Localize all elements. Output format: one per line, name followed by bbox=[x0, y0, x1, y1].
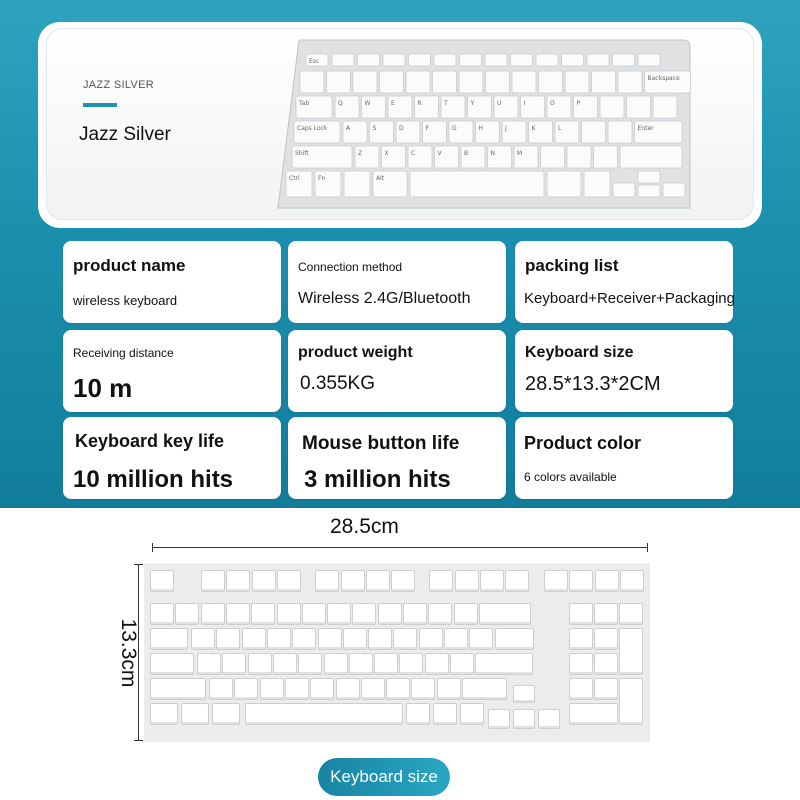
key-label: G bbox=[452, 125, 457, 132]
spec-value: 0.355KG bbox=[300, 373, 375, 394]
hero-product-name: Jazz Silver bbox=[79, 124, 171, 145]
diagram-letter-key bbox=[310, 678, 334, 700]
spec-label: packing list bbox=[525, 256, 619, 275]
key-label: Ctrl bbox=[289, 175, 300, 182]
diagram-alt-key bbox=[406, 703, 430, 725]
function-key bbox=[536, 54, 558, 66]
diagram-letter-key bbox=[216, 628, 240, 650]
function-key bbox=[383, 54, 405, 66]
number-key bbox=[300, 71, 324, 93]
diagram-number-key bbox=[251, 603, 275, 625]
diagram-letter-key bbox=[197, 653, 221, 675]
diagram-letter-key bbox=[361, 678, 385, 700]
number-key bbox=[433, 71, 457, 93]
diagram-number-key bbox=[378, 603, 402, 625]
key-label: J bbox=[505, 125, 507, 132]
diagram-letter-key bbox=[386, 678, 410, 700]
diagram-function-key bbox=[505, 570, 529, 592]
number-key bbox=[512, 71, 536, 93]
symbol-key bbox=[582, 121, 606, 143]
key-label: Q bbox=[338, 100, 343, 107]
key-label: W bbox=[364, 100, 371, 107]
key-label: M bbox=[517, 150, 523, 157]
spec-card-product-color bbox=[515, 417, 733, 499]
diagram-number-key bbox=[454, 603, 478, 625]
hero-underline bbox=[83, 103, 117, 107]
key-label: N bbox=[490, 150, 495, 157]
height-tick-top bbox=[134, 564, 143, 565]
diagram-arrow-right-key bbox=[538, 709, 560, 729]
key-label: D bbox=[399, 125, 404, 132]
diagram-letter-key bbox=[298, 653, 322, 675]
diagram-letter-key bbox=[222, 653, 246, 675]
diagram-arrow-left-key bbox=[488, 709, 510, 729]
spec-card-keyboard-size bbox=[515, 330, 733, 412]
diagram-letter-key bbox=[469, 628, 493, 650]
diagram-function-key bbox=[480, 570, 504, 592]
width-dimension-line bbox=[152, 547, 648, 548]
diagram-letter-key bbox=[292, 628, 316, 650]
diagram-letter-key bbox=[437, 678, 461, 700]
diagram-function-key bbox=[429, 570, 453, 592]
ctrl-right-key bbox=[584, 171, 610, 197]
diagram-letter-key bbox=[425, 653, 449, 675]
width-tick-left bbox=[152, 543, 153, 552]
spec-label: Product color bbox=[524, 433, 642, 453]
number-key bbox=[380, 71, 404, 93]
diagram-letter-key bbox=[324, 653, 348, 675]
diagram-arrow-up-key bbox=[513, 685, 535, 703]
width-tick-right bbox=[647, 543, 648, 552]
diagram-number-key bbox=[175, 603, 199, 625]
key-label: U bbox=[497, 100, 502, 107]
keyboard-size-button[interactable]: Keyboard size bbox=[318, 758, 450, 796]
diagram-letter-key bbox=[318, 628, 342, 650]
spec-value: 6 colors available bbox=[524, 470, 617, 484]
diagram-letter-key bbox=[242, 628, 266, 650]
number-key bbox=[565, 71, 589, 93]
number-key bbox=[459, 71, 483, 93]
key-label: E bbox=[391, 100, 395, 107]
function-key bbox=[511, 54, 533, 66]
diagram-backspace-key bbox=[479, 603, 531, 625]
diagram-key bbox=[544, 570, 568, 592]
number-key bbox=[618, 71, 642, 93]
spec-value: 3 million hits bbox=[304, 466, 451, 493]
diagram-ctrl-right-key bbox=[460, 703, 484, 725]
function-key bbox=[358, 54, 380, 66]
spec-value: 10 million hits bbox=[73, 466, 234, 493]
diagram-numpad-key bbox=[594, 603, 618, 625]
diagram-fn-key bbox=[181, 703, 209, 725]
diagram-numpad-key bbox=[594, 653, 618, 675]
number-key bbox=[353, 71, 377, 93]
diagram-key bbox=[569, 570, 593, 592]
diagram-number-key bbox=[201, 603, 225, 625]
spec-card-key-life bbox=[63, 417, 281, 499]
diagram-numpad-key bbox=[569, 628, 593, 650]
spec-card-product-name bbox=[63, 241, 281, 323]
function-key bbox=[409, 54, 431, 66]
function-key bbox=[485, 54, 507, 66]
spec-label: Keyboard size bbox=[525, 344, 634, 361]
diagram-numpad-key bbox=[619, 603, 643, 625]
spec-value: wireless keyboard bbox=[73, 293, 178, 308]
diagram-letter-key bbox=[411, 678, 435, 700]
diagram-letter-key bbox=[399, 653, 423, 675]
diagram-tab-key bbox=[150, 628, 188, 650]
diagram-letter-key bbox=[336, 678, 360, 700]
key-label: Caps Lock bbox=[297, 125, 328, 132]
number-key bbox=[406, 71, 430, 93]
symbol-key bbox=[541, 146, 565, 168]
arrow-right-key bbox=[663, 183, 685, 197]
diagram-function-key bbox=[277, 570, 301, 592]
symbol-key bbox=[594, 146, 618, 168]
diagram-function-key bbox=[252, 570, 276, 592]
key-label: Tab bbox=[299, 100, 310, 107]
key-label: Fn bbox=[318, 175, 326, 182]
key-label: Z bbox=[358, 150, 363, 157]
spec-card-packing-list bbox=[515, 241, 733, 323]
spec-label: product weight bbox=[298, 344, 413, 361]
spec-card-connection-method bbox=[288, 241, 506, 323]
diagram-letter-key bbox=[209, 678, 233, 700]
spec-label: Receiving distance bbox=[73, 346, 174, 360]
diagram-key bbox=[433, 703, 457, 725]
spec-label: Keyboard key life bbox=[75, 431, 225, 451]
width-dimension-label: 28.5cm bbox=[330, 515, 399, 538]
key-label: V bbox=[437, 150, 442, 157]
diagram-letter-key bbox=[349, 653, 373, 675]
key-label: Shift bbox=[295, 150, 309, 157]
diagram-numpad-zero-key bbox=[569, 703, 618, 725]
diagram-letter-key bbox=[248, 653, 272, 675]
diagram-numpad-key bbox=[569, 653, 593, 675]
diagram-letter-key bbox=[419, 628, 443, 650]
diagram-letter-key bbox=[191, 628, 215, 650]
diagram-letter-key bbox=[450, 653, 474, 675]
diagram-shift-key bbox=[150, 678, 206, 700]
diagram-ctrl-key bbox=[150, 703, 178, 725]
spec-value: 28.5*13.3*2CM bbox=[525, 373, 661, 395]
spec-card-product-weight bbox=[288, 330, 506, 412]
diagram-numpad-enter-key bbox=[619, 678, 643, 725]
diagram-letter-key bbox=[285, 678, 309, 700]
key-label: Esc bbox=[309, 58, 320, 65]
diagram-number-key bbox=[327, 603, 351, 625]
key-label: L bbox=[558, 125, 562, 132]
key-label: H bbox=[478, 125, 484, 132]
key-label: Y bbox=[470, 100, 475, 107]
spec-label: Mouse button life bbox=[302, 433, 460, 454]
function-key bbox=[638, 54, 660, 66]
height-dimension-label: 13.3cm bbox=[117, 618, 140, 688]
diagram-numpad-key bbox=[594, 628, 618, 650]
diagram-spacebar-key bbox=[245, 703, 403, 725]
symbol-key bbox=[608, 121, 632, 143]
spec-label: Connection method bbox=[298, 260, 403, 274]
keyboard-product-image bbox=[276, 38, 692, 212]
diagram-enter-key bbox=[475, 653, 533, 675]
key-label: K bbox=[531, 125, 536, 132]
function-key bbox=[332, 54, 354, 66]
diagram-arrow-down-key bbox=[513, 709, 535, 729]
function-key bbox=[587, 54, 609, 66]
diagram-function-key bbox=[226, 570, 250, 592]
diagram-letter-key bbox=[267, 628, 291, 650]
key-label: Alt bbox=[376, 175, 385, 182]
spec-label: product name bbox=[73, 256, 186, 275]
diagram-function-key bbox=[315, 570, 339, 592]
spec-value: 10 m bbox=[73, 373, 133, 403]
key-label: X bbox=[384, 150, 389, 157]
key-label: T bbox=[444, 100, 448, 107]
symbol-key bbox=[653, 96, 677, 118]
shift-right-key bbox=[620, 146, 682, 168]
key-label: B bbox=[464, 150, 469, 157]
diagram-function-key bbox=[455, 570, 479, 592]
hero-caption: JAZZ SILVER bbox=[83, 79, 154, 91]
diagram-caps-key bbox=[150, 653, 194, 675]
diagram-letter-key bbox=[343, 628, 367, 650]
key-label: Enter bbox=[637, 125, 654, 132]
diagram-numpad-key bbox=[594, 678, 618, 700]
arrow-up-key bbox=[638, 171, 660, 183]
spec-value: Keyboard+Receiver+Packaging bbox=[524, 290, 735, 307]
key-label: A bbox=[346, 125, 351, 132]
diagram-backslash-key bbox=[495, 628, 534, 650]
arrow-down-key bbox=[638, 185, 660, 197]
diagram-win-key bbox=[212, 703, 240, 725]
key-label: I bbox=[523, 100, 526, 107]
number-key bbox=[539, 71, 563, 93]
key-label: F bbox=[425, 125, 429, 132]
diagram-key bbox=[620, 570, 644, 592]
alt-right-key bbox=[547, 171, 581, 197]
function-key bbox=[613, 54, 635, 66]
height-tick-bottom bbox=[134, 740, 143, 741]
key-label: R bbox=[417, 100, 422, 107]
spec-card-mouse-button-life bbox=[288, 417, 506, 499]
key-label: O bbox=[550, 100, 555, 107]
spec-card-receiving-distance bbox=[63, 330, 281, 412]
diagram-number-key bbox=[277, 603, 301, 625]
function-key bbox=[434, 54, 456, 66]
diagram-letter-key bbox=[368, 628, 392, 650]
key-label: Backspace bbox=[647, 75, 680, 82]
diagram-number-key bbox=[302, 603, 326, 625]
diagram-function-key bbox=[366, 570, 390, 592]
diagram-letter-key bbox=[374, 653, 398, 675]
diagram-number-key bbox=[403, 603, 427, 625]
key-label: S bbox=[372, 125, 377, 132]
key-label: C bbox=[411, 150, 416, 157]
diagram-function-key bbox=[341, 570, 365, 592]
diagram-number-key bbox=[428, 603, 452, 625]
spacebar-key bbox=[410, 171, 544, 197]
diagram-number-key bbox=[352, 603, 376, 625]
diagram-numpad-plus-key bbox=[619, 628, 643, 675]
arrow-left-key bbox=[613, 183, 635, 197]
diagram-number-key bbox=[226, 603, 250, 625]
diagram-function-key bbox=[391, 570, 415, 592]
key-label: P bbox=[576, 100, 581, 107]
function-key bbox=[460, 54, 482, 66]
number-key bbox=[486, 71, 510, 93]
number-key bbox=[592, 71, 616, 93]
diagram-letter-key bbox=[444, 628, 468, 650]
diagram-numpad-key bbox=[569, 678, 593, 700]
diagram-letter-key bbox=[393, 628, 417, 650]
diagram-esc-key bbox=[150, 570, 174, 592]
windows-key bbox=[344, 171, 370, 197]
diagram-numpad-key bbox=[569, 603, 593, 625]
diagram-number-key bbox=[150, 603, 174, 625]
symbol-key bbox=[567, 146, 591, 168]
number-key bbox=[327, 71, 351, 93]
spec-value: Wireless 2.4G/Bluetooth bbox=[298, 290, 471, 307]
diagram-letter-key bbox=[260, 678, 284, 700]
diagram-letter-key bbox=[234, 678, 258, 700]
diagram-function-key bbox=[201, 570, 225, 592]
symbol-key bbox=[600, 96, 624, 118]
diagram-shift-right-key bbox=[462, 678, 507, 700]
keyboard-size-diagram bbox=[144, 563, 650, 742]
diagram-letter-key bbox=[273, 653, 297, 675]
diagram-key bbox=[595, 570, 619, 592]
symbol-key bbox=[627, 96, 651, 118]
function-key bbox=[562, 54, 584, 66]
